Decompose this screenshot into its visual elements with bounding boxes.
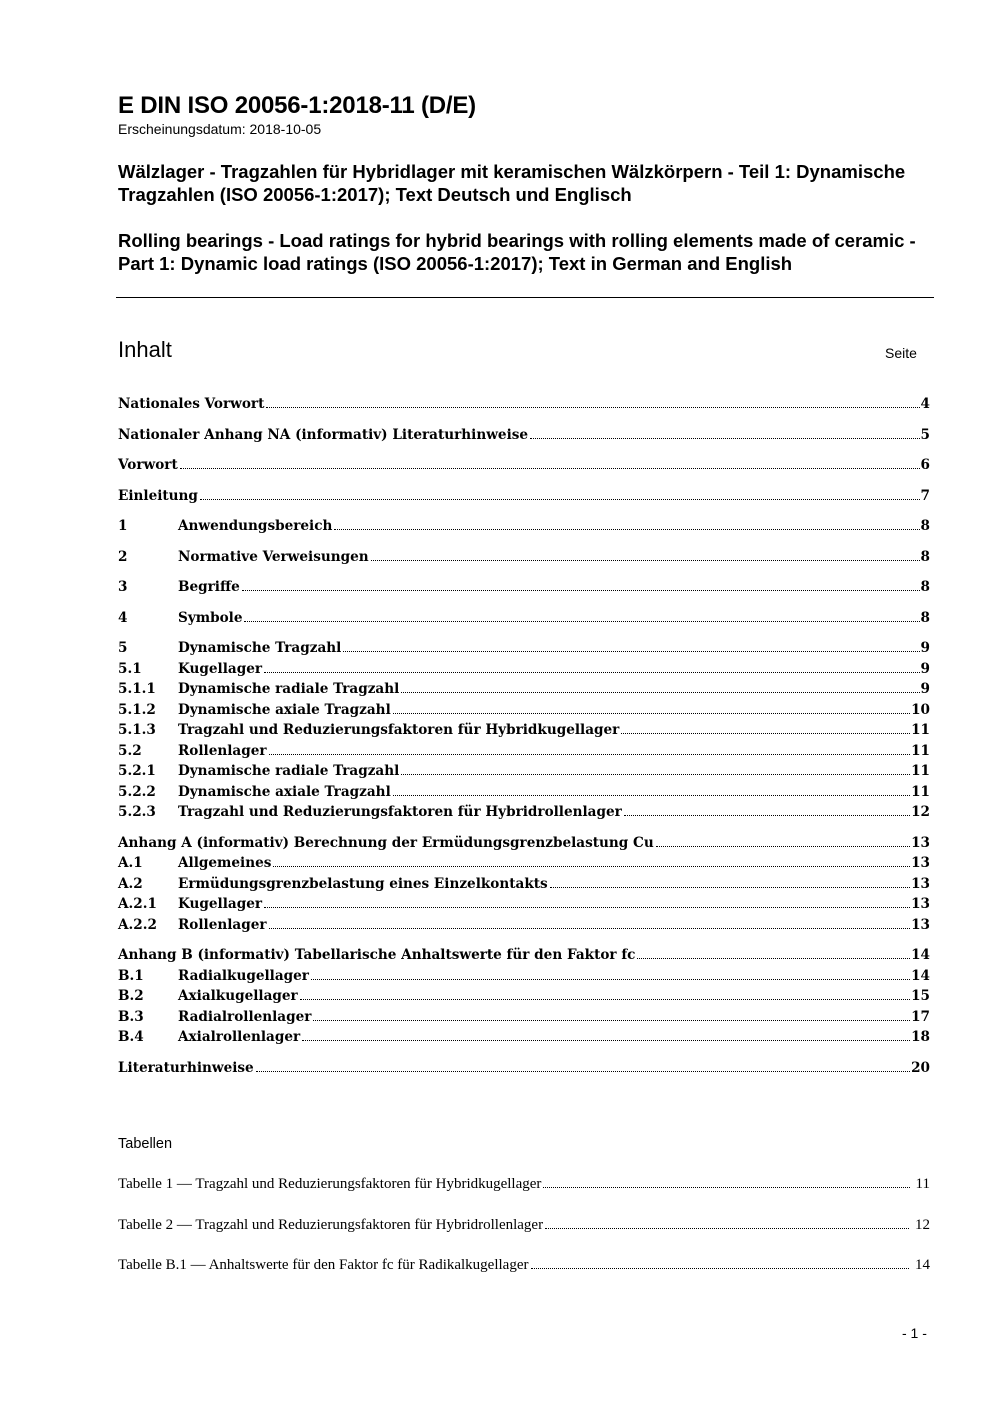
toc-leader-dots [393,795,910,796]
toc-entry-title: Kugellager [178,660,263,677]
toc-entry-page: 13 [911,834,930,851]
toc-entry-page: 8 [920,548,930,565]
toc-leader-dots [343,651,919,652]
title-german: Wälzlager - Tragzahlen für Hybridlager mit keramischen Wälzkörpern - Teil 1: Dynamische Tragzahlen (ISO 20056-1:2017); Text Deutsch und Englisch [118,161,906,205]
toc-leader-dots [311,979,910,980]
toc-entry[interactable] [118,802,930,823]
toc-entry[interactable] [118,894,930,915]
page-number: - 1 - [902,1325,927,1341]
toc-entry[interactable] [118,966,930,987]
toc-entry[interactable] [118,425,930,446]
table-of-contents [118,394,930,1078]
toc-leader-dots [637,958,910,959]
toc-entry[interactable] [118,659,930,680]
toc-entry-title: Dynamische Tragzahl [178,640,342,656]
toc-entry-number: B.4 [118,1029,144,1045]
toc-entry-page: 11 [911,742,930,759]
toc-entry[interactable] [118,741,930,762]
toc-entry-title: Einleitung [118,487,198,504]
toc-leader-dots [269,928,911,929]
toc-entry-number: B.3 [118,1008,144,1025]
table-list-leader-dots [543,1187,909,1188]
toc-leader-dots [264,907,910,908]
table-list-entry-page: 11 [915,1176,930,1192]
list-of-tables [118,1174,930,1296]
toc-leader-dots [624,815,910,816]
toc-page-label: Seite [885,345,917,361]
document-title: E DIN ISO 20056-1:2018-11 (D/E) [118,92,476,119]
toc-entry[interactable] [118,547,930,568]
toc-entry-page: 4 [920,396,930,412]
toc-entry-page: 8 [920,518,930,534]
toc-entry[interactable] [118,1058,930,1079]
toc-entry-number: 5.1.3 [118,722,156,738]
toc-entry-page: 12 [911,804,930,820]
table-list-entry-title: Tabelle 1 — Tragzahl und Reduzierungsfaktoren für Hybridkugellager [118,1176,542,1192]
toc-leader-dots [273,866,910,867]
toc-entry[interactable] [118,394,930,415]
toc-entry-title: Anwendungsbereich [178,518,333,534]
toc-leader-dots [200,499,920,500]
toc-entry-number: 5.1 [118,660,142,677]
toc-entry[interactable] [118,679,930,700]
toc-entry-title: Rollenlager [178,916,267,933]
toc-entry-number: 5.1.2 [118,701,156,718]
table-list-leader-dots [531,1268,910,1269]
toc-entry-title: Literaturhinweise [118,1059,254,1076]
toc-leader-dots [244,621,919,622]
toc-leader-dots [371,560,920,561]
toc-entry-number: A.2.2 [118,916,157,933]
toc-entry-page: 20 [911,1059,930,1076]
toc-entry[interactable] [118,486,930,507]
toc-entry-title: Vorwort [118,457,178,473]
table-list-entry[interactable] [118,1255,930,1275]
title-english: Rolling bearings - Load ratings for hybrid bearings with rolling elements made of ceramic - Part 1: Dynamic load ratings (ISO 20056-1:2017); Text in German and English [118,230,916,274]
toc-entry-number: A.2.1 [118,896,157,912]
toc-entry-title: Symbole [178,609,243,626]
toc-entry-page: 11 [911,722,930,738]
toc-leader-dots [334,529,919,530]
toc-entry[interactable] [118,915,930,936]
toc-leader-dots [621,733,910,734]
table-list-entry-title: Tabelle B.1 — Anhaltswerte für den Faktor fc für Radikalkugellager [118,1257,529,1273]
toc-leader-dots [302,1040,910,1041]
toc-entry-page: 10 [911,701,930,718]
toc-entry-page: 13 [911,896,930,912]
toc-entry[interactable] [118,986,930,1007]
toc-entry-title: Anhang A (informativ) Berechnung der Ermüdungsgrenzbelastung Cu [118,834,654,851]
toc-leader-dots [530,438,919,439]
toc-entry[interactable] [118,608,930,629]
toc-entry[interactable] [118,516,930,537]
toc-entry-page: 13 [911,916,930,933]
toc-entry-number: 5.2 [118,742,142,759]
table-list-leader-dots [545,1228,909,1229]
toc-entry-page: 17 [911,1008,930,1025]
toc-entry-page: 13 [911,875,930,892]
toc-entry[interactable] [118,455,930,476]
toc-entry-number: A.1 [118,855,143,871]
toc-leader-dots [269,754,911,755]
toc-entry[interactable] [118,1007,930,1028]
toc-entry-page: 11 [911,783,930,800]
toc-entry[interactable] [118,638,930,659]
table-list-entry-page: 12 [915,1216,930,1233]
toc-entry[interactable] [118,833,930,854]
toc-entry-number: 5.2.2 [118,783,156,800]
toc-entry-title: Nationaler Anhang NA (informativ) Literaturhinweise [118,426,529,443]
toc-entry-title: Tragzahl und Reduzierungsfaktoren für Hybridrollenlager [178,804,622,820]
toc-entry-title: Radialkugellager [178,967,309,984]
toc-entry-number: 2 [118,548,128,565]
toc-entry-page: 9 [920,681,930,697]
toc-entry-page: 6 [920,457,930,473]
toc-entry-title: Axialkugellager [178,988,298,1004]
toc-entry-title: Axialrollenlager [178,1029,301,1045]
toc-entry-number: B.2 [118,988,144,1004]
tables-heading: Tabellen [118,1136,173,1152]
toc-leader-dots [266,407,919,408]
toc-leader-dots [656,846,910,847]
toc-entry-page: 14 [911,947,930,963]
toc-entry-title: Ermüdungsgrenzbelastung eines Einzelkontakts [178,875,548,892]
toc-leader-dots [180,468,920,469]
toc-entry-number: 5.2.3 [118,804,156,820]
toc-entry-title: Allgemeines [178,855,272,871]
toc-entry-title: Anhang B (informativ) Tabellarische Anhaltswerte für den Faktor fc [118,947,636,963]
toc-entry-title: Radialrollenlager [178,1008,312,1025]
toc-entry-title: Tragzahl und Reduzierungsfaktoren für Hybridkugellager [178,722,620,738]
toc-entry-page: 14 [911,967,930,984]
toc-entry-page: 8 [920,579,930,595]
toc-entry[interactable] [118,761,930,782]
toc-entry[interactable] [118,720,930,741]
toc-leader-dots [313,1020,910,1021]
table-list-entry[interactable] [118,1215,930,1235]
toc-leader-dots [550,887,910,888]
toc-entry[interactable] [118,577,930,598]
toc-entry-page: 7 [920,487,930,504]
toc-entry[interactable] [118,700,930,721]
toc-entry-page: 9 [920,660,930,677]
toc-entry-title: Dynamische radiale Tragzahl [178,681,400,697]
toc-leader-dots [300,999,910,1000]
toc-leader-dots [242,590,920,591]
toc-entry-number: 4 [118,609,128,626]
toc-entry-title: Dynamische axiale Tragzahl [178,783,391,800]
toc-entry-title: Begriffe [178,579,240,595]
toc-entry-title: Dynamische axiale Tragzahl [178,701,391,718]
toc-entry[interactable] [118,1027,930,1048]
toc-entry-title: Nationales Vorwort [118,396,265,412]
table-list-entry-page: 14 [915,1257,930,1273]
toc-entry-title: Kugellager [178,896,263,912]
toc-entry-number: A.2 [118,875,143,892]
toc-entry-title: Rollenlager [178,742,267,759]
toc-entry-title: Dynamische radiale Tragzahl [178,763,400,779]
toc-entry-page: 5 [920,426,930,443]
toc-entry-page: 11 [911,763,930,779]
toc-entry-page: 9 [920,640,930,656]
toc-entry[interactable] [118,853,930,874]
toc-entry[interactable] [118,945,930,966]
toc-entry-number: 3 [118,579,128,595]
toc-entry-page: 18 [911,1029,930,1045]
toc-heading: Inhalt [118,337,172,362]
toc-entry-number: 1 [118,518,128,534]
toc-leader-dots [264,672,920,673]
toc-entry[interactable] [118,782,930,803]
table-list-entry[interactable] [118,1174,930,1194]
toc-leader-dots [401,692,919,693]
publication-date: Erscheinungsdatum: 2018-10-05 [118,121,322,137]
table-list-entry-title: Tabelle 2 — Tragzahl und Reduzierungsfaktoren für Hybridrollenlager [118,1216,544,1233]
toc-leader-dots [393,713,910,714]
toc-entry-number: 5.1.1 [118,681,156,697]
toc-entry-number: 5 [118,640,128,656]
toc-entry[interactable] [118,874,930,895]
toc-entry-title: Normative Verweisungen [178,548,369,565]
toc-entry-number: B.1 [118,967,144,984]
toc-leader-dots [401,774,910,775]
toc-entry-page: 8 [920,609,930,626]
toc-leader-dots [256,1071,910,1072]
toc-entry-number: 5.2.1 [118,763,156,779]
toc-entry-page: 13 [911,855,930,871]
toc-entry-page: 15 [911,988,930,1004]
title-divider [116,297,934,298]
